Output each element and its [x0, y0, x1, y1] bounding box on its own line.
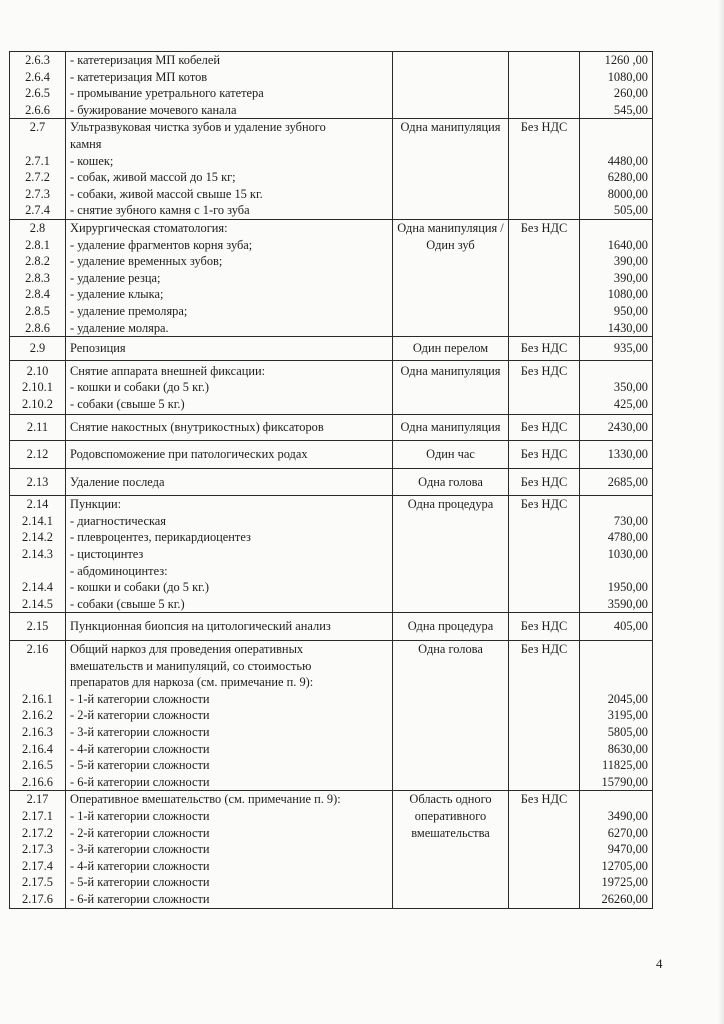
cell-line: 3490,00	[607, 808, 648, 823]
service-description-cell	[66, 613, 393, 641]
cell-line: 2.8.5	[25, 303, 50, 318]
cell-line	[584, 641, 648, 658]
vat-text: Без НДС	[520, 420, 568, 435]
vat-cell	[509, 52, 580, 119]
cell-line: 2.17.2	[22, 825, 53, 840]
service-description-cell	[66, 496, 393, 613]
table-row	[10, 337, 653, 361]
cell-line: - собаки (свыше 5 кг.)	[70, 596, 185, 611]
cell-line: 6280,00	[607, 170, 648, 185]
cell-line: 1080,00	[607, 69, 648, 84]
vat-cell	[509, 415, 580, 441]
cell-line: - собаки, живой массой свыше 15 кг.	[70, 186, 263, 201]
cell-line: 4780,00	[607, 530, 648, 545]
cell-line: - 3-й категории сложности	[70, 842, 210, 857]
service-description-cell	[66, 119, 393, 220]
cell-line: 2.12	[26, 447, 49, 462]
price-cell	[580, 468, 653, 496]
cell-line: 2.15	[26, 619, 49, 634]
cell-line: 2.8.3	[25, 270, 50, 285]
price-cell	[580, 496, 653, 613]
unit-text: Одна процедура	[407, 619, 494, 634]
unit-text: Одна процедура	[407, 497, 494, 512]
cell-line: 3590,00	[607, 596, 648, 611]
cell-line: - 5-й категории сложности	[70, 875, 210, 890]
vat-text: Без НДС	[520, 341, 568, 356]
cell-line: 2.16.2	[22, 708, 53, 723]
cell-line: - 4-й категории сложности	[70, 741, 210, 756]
cell-line: 2.8.6	[25, 320, 50, 335]
cell-line: - удаление клыка;	[70, 287, 164, 302]
item-number-cell	[10, 791, 66, 908]
item-number-cell	[10, 119, 66, 220]
cell-line: 2.17.5	[22, 875, 53, 890]
table-row	[10, 119, 653, 220]
cell-line	[14, 563, 61, 580]
cell-line: 2.14.5	[22, 596, 53, 611]
cell-line: - 6-й категории сложности	[70, 774, 210, 789]
table-row	[10, 496, 653, 613]
vat-text: Без НДС	[520, 792, 568, 807]
cell-line: - удаление моляра.	[70, 320, 169, 335]
cell-line: 1260 ,00	[604, 53, 648, 67]
service-description-cell	[66, 219, 393, 336]
unit-of-measure-cell	[393, 441, 509, 469]
cell-line: 9470,00	[607, 842, 648, 857]
cell-line: 2430,00	[607, 420, 648, 435]
cell-line: 2.6.5	[25, 86, 50, 101]
cell-line: 2.14.2	[22, 530, 53, 545]
item-number-cell	[10, 641, 66, 791]
cell-line	[584, 563, 648, 580]
cell-line	[14, 136, 61, 153]
vat-cell	[509, 496, 580, 613]
unit-text: Одна манипуляция	[400, 363, 501, 378]
unit-of-measure-cell	[393, 415, 509, 441]
unit-text: Одна манипуляция	[400, 120, 501, 135]
cell-line: 1950,00	[607, 580, 648, 595]
cell-line: - 4-й категории сложности	[70, 858, 210, 873]
cell-line: 2.7.3	[25, 186, 50, 201]
unit-of-measure-cell	[393, 360, 509, 415]
cell-line: 2.10	[26, 363, 49, 378]
vat-cell	[509, 337, 580, 361]
cell-line	[14, 674, 61, 691]
price-cell	[580, 441, 653, 469]
item-number-cell	[10, 496, 66, 613]
cell-line: Пункционная биопсия на цитологический анализ	[70, 619, 331, 634]
cell-line: 2.16	[26, 642, 49, 656]
unit-of-measure-cell	[393, 52, 509, 119]
cell-line: 2.7	[29, 120, 46, 135]
cell-line: 8000,00	[607, 186, 648, 201]
cell-line: 260,00	[613, 86, 648, 101]
cell-line: - промывание уретрального катетера	[70, 86, 264, 101]
vat-text: Без НДС	[520, 120, 568, 135]
table-row	[10, 52, 653, 119]
price-cell	[580, 219, 653, 336]
unit-text: Один час	[426, 447, 475, 462]
table-row	[10, 641, 653, 791]
cell-line: - 1-й категории сложности	[70, 691, 210, 706]
price-cell	[580, 119, 653, 220]
item-number-cell	[10, 360, 66, 415]
cell-line: 26260,00	[601, 891, 648, 906]
item-number-cell	[10, 441, 66, 469]
cell-line: Удаление последа	[70, 474, 165, 489]
vat-text: Без НДС	[520, 220, 568, 235]
table-row	[10, 468, 653, 496]
unit-of-measure-cell	[393, 613, 509, 641]
service-description-cell	[66, 468, 393, 496]
cell-line: 2.7.1	[25, 153, 50, 168]
cell-line: вмешательств и манипуляций, со стоимостью	[70, 658, 312, 673]
vat-cell	[509, 360, 580, 415]
cell-line: 2.16.5	[22, 758, 53, 773]
cell-line: - удаление резца;	[70, 270, 161, 285]
cell-line: 2045,00	[607, 691, 648, 706]
cell-line: - катетеризация МП котов	[70, 69, 208, 84]
vat-text: Без НДС	[520, 363, 568, 378]
cell-line: 2.14.3	[22, 547, 53, 562]
cell-line: 2.8.1	[25, 237, 50, 252]
price-cell	[580, 360, 653, 415]
cell-line: 2.16.1	[22, 691, 53, 706]
cell-line: 8630,00	[607, 741, 648, 756]
cell-line: 15790,00	[601, 774, 648, 789]
cell-line: 390,00	[613, 270, 648, 285]
cell-line: 2.6.6	[25, 102, 50, 117]
vat-cell	[509, 791, 580, 908]
item-number-cell	[10, 52, 66, 119]
vat-cell	[509, 441, 580, 469]
unit-of-measure-cell	[393, 119, 509, 220]
cell-line: 730,00	[613, 513, 648, 528]
cell-line: 2.14.1	[22, 513, 53, 528]
cell-line: - кошек;	[70, 153, 114, 168]
cell-line: 2.8	[29, 220, 46, 235]
cell-line: Хирургическая стоматология:	[70, 220, 228, 235]
cell-line: - собак, живой массой до 15 кг;	[70, 170, 236, 185]
cell-line: - цистоцинтез	[70, 547, 144, 562]
cell-line: 935,00	[613, 341, 648, 356]
cell-line: Пункции:	[70, 497, 122, 512]
cell-line: 2.6.3	[25, 53, 50, 67]
cell-line: - плевроцентез, перикардиоцентез	[70, 530, 251, 545]
cell-line: 405,00	[613, 619, 648, 634]
price-cell	[580, 641, 653, 791]
unit-of-measure-cell	[393, 496, 509, 613]
cell-line: 2.17.1	[22, 808, 53, 823]
price-table	[9, 51, 653, 909]
price-cell	[580, 613, 653, 641]
cell-line	[584, 136, 648, 153]
cell-line: 350,00	[613, 380, 648, 395]
vat-cell	[509, 613, 580, 641]
cell-line: 1330,00	[607, 447, 648, 462]
service-description-cell	[66, 52, 393, 119]
cell-line: 2.17.6	[22, 891, 53, 906]
cell-line: Оперативное вмешательство (см. примечание п. 9):	[70, 792, 341, 807]
unit-of-measure-cell	[393, 219, 509, 336]
scan-edge	[718, 0, 724, 1024]
table-row	[10, 441, 653, 469]
price-cell	[580, 52, 653, 119]
unit-text: Одна манипуляция	[400, 420, 501, 435]
service-description-cell	[66, 360, 393, 415]
cell-line: - собаки (свыше 5 кг.)	[70, 396, 185, 411]
cell-line: 505,00	[613, 203, 648, 218]
vat-cell	[509, 468, 580, 496]
cell-line: Снятие аппарата внешней фиксации:	[70, 363, 266, 378]
cell-line: 2.7.4	[25, 203, 50, 218]
cell-line: 2.10.1	[22, 380, 53, 395]
cell-line: Репозиция	[70, 341, 126, 356]
page-number: 4	[656, 956, 663, 971]
table-row	[10, 415, 653, 441]
unit-of-measure-cell	[393, 641, 509, 791]
unit-of-measure-cell	[393, 337, 509, 361]
cell-line: 2.16.3	[22, 724, 53, 739]
vat-text: Без НДС	[520, 474, 568, 489]
cell-line: 425,00	[613, 396, 648, 411]
cell-line: - удаление фрагментов корня зуба;	[70, 237, 253, 252]
cell-line	[584, 791, 648, 808]
service-description-cell	[66, 337, 393, 361]
vat-text: Без НДС	[520, 619, 568, 634]
cell-line: 2.8.4	[25, 287, 50, 302]
cell-line: - абдоминоцинтез:	[70, 563, 168, 578]
cell-line: - диагностическая	[70, 513, 166, 528]
cell-line	[584, 496, 648, 513]
cell-line: 2685,00	[607, 474, 648, 489]
cell-line: 2.11	[26, 420, 49, 435]
cell-line: - 1-й категории сложности	[70, 808, 210, 823]
vat-cell	[509, 219, 580, 336]
cell-line: препаратов для наркоза (см. примечание п. 9):	[70, 675, 314, 690]
cell-line: - бужирование мочевого канала	[70, 102, 237, 117]
cell-line: 545,00	[613, 102, 648, 117]
cell-line: 390,00	[613, 254, 648, 269]
unit-of-measure-cell	[393, 468, 509, 496]
cell-line: 2.13	[26, 474, 49, 489]
cell-line: 19725,00	[601, 875, 648, 890]
price-cell	[580, 791, 653, 908]
cell-line: 2.16.6	[22, 774, 53, 789]
table-row	[10, 791, 653, 908]
cell-line: 2.14	[26, 497, 49, 512]
cell-line: - кошки и собаки (до 5 кг.)	[70, 580, 210, 595]
cell-line	[14, 658, 61, 675]
cell-line: 2.9	[29, 341, 46, 356]
item-number-cell	[10, 337, 66, 361]
cell-line: Общий наркоз для проведения оперативных	[70, 642, 304, 656]
vat-text: Без НДС	[520, 497, 568, 512]
cell-line: - снятие зубного камня с 1-го зуба	[70, 203, 250, 218]
cell-line: камня	[70, 136, 102, 151]
cell-line: - 2-й категории сложности	[70, 825, 210, 840]
unit-text: Одна голова	[418, 642, 483, 656]
cell-line: 950,00	[613, 303, 648, 318]
cell-line: 11825,00	[601, 758, 648, 773]
cell-line: 2.8.2	[25, 254, 50, 269]
cell-line: 2.17.3	[22, 842, 53, 857]
cell-line: - удаление премоляра;	[70, 303, 188, 318]
item-number-cell	[10, 468, 66, 496]
vat-cell	[509, 119, 580, 220]
cell-line: 4480,00	[607, 153, 648, 168]
unit-text: Один перелом	[412, 341, 489, 356]
cell-line: 2.17.4	[22, 858, 53, 873]
price-table-body	[10, 52, 653, 909]
cell-line: 5805,00	[607, 724, 648, 739]
price-cell	[580, 337, 653, 361]
vat-text: Без НДС	[520, 642, 568, 656]
cell-line: 3195,00	[607, 708, 648, 723]
cell-line: 1430,00	[607, 320, 648, 335]
cell-line: - кошки и собаки (до 5 кг.)	[70, 380, 210, 395]
service-description-cell	[66, 641, 393, 791]
item-number-cell	[10, 415, 66, 441]
cell-line: 1080,00	[607, 287, 648, 302]
vat-cell	[509, 641, 580, 791]
cell-line: - 3-й категории сложности	[70, 724, 210, 739]
service-description-cell	[66, 791, 393, 908]
cell-line: - 6-й категории сложности	[70, 891, 210, 906]
cell-line: 2.17	[26, 792, 49, 807]
cell-line	[584, 658, 648, 675]
cell-line: - 5-й категории сложности	[70, 758, 210, 773]
table-row	[10, 613, 653, 641]
cell-line: Ультразвуковая чистка зубов и удаление зубного	[70, 120, 326, 135]
price-cell	[580, 415, 653, 441]
cell-line: 1030,00	[607, 547, 648, 562]
service-description-cell	[66, 415, 393, 441]
unit-text: Одна манипуляция / Один зуб	[397, 220, 504, 252]
table-row	[10, 219, 653, 336]
unit-text: Одна голова	[418, 474, 483, 489]
service-description-cell	[66, 441, 393, 469]
cell-line: 6270,00	[607, 825, 648, 840]
cell-line: 1640,00	[607, 237, 648, 252]
cell-line	[584, 220, 648, 237]
cell-line: 2.6.4	[25, 69, 50, 84]
cell-line	[584, 363, 648, 380]
item-number-cell	[10, 613, 66, 641]
cell-line: - катетеризация МП кобелей	[70, 53, 220, 67]
vat-text: Без НДС	[520, 447, 568, 462]
unit-of-measure-cell	[393, 791, 509, 908]
table-row	[10, 360, 653, 415]
cell-line	[584, 119, 648, 136]
item-number-cell	[10, 219, 66, 336]
cell-line: 2.10.2	[22, 396, 53, 411]
cell-line: - 2-й категории сложности	[70, 708, 210, 723]
cell-line: Родовспоможение при патологических родах	[70, 447, 308, 462]
cell-line: 2.14.4	[22, 580, 53, 595]
cell-line: 12705,00	[601, 858, 648, 873]
unit-text: Область одного оперативного вмешательства	[409, 792, 492, 840]
cell-line: Снятие накостных (внутрикостных) фиксаторов	[70, 420, 324, 435]
cell-line: 2.16.4	[22, 741, 53, 756]
cell-line: 2.7.2	[25, 170, 50, 185]
cell-line	[584, 674, 648, 691]
cell-line: - удаление временных зубов;	[70, 254, 223, 269]
